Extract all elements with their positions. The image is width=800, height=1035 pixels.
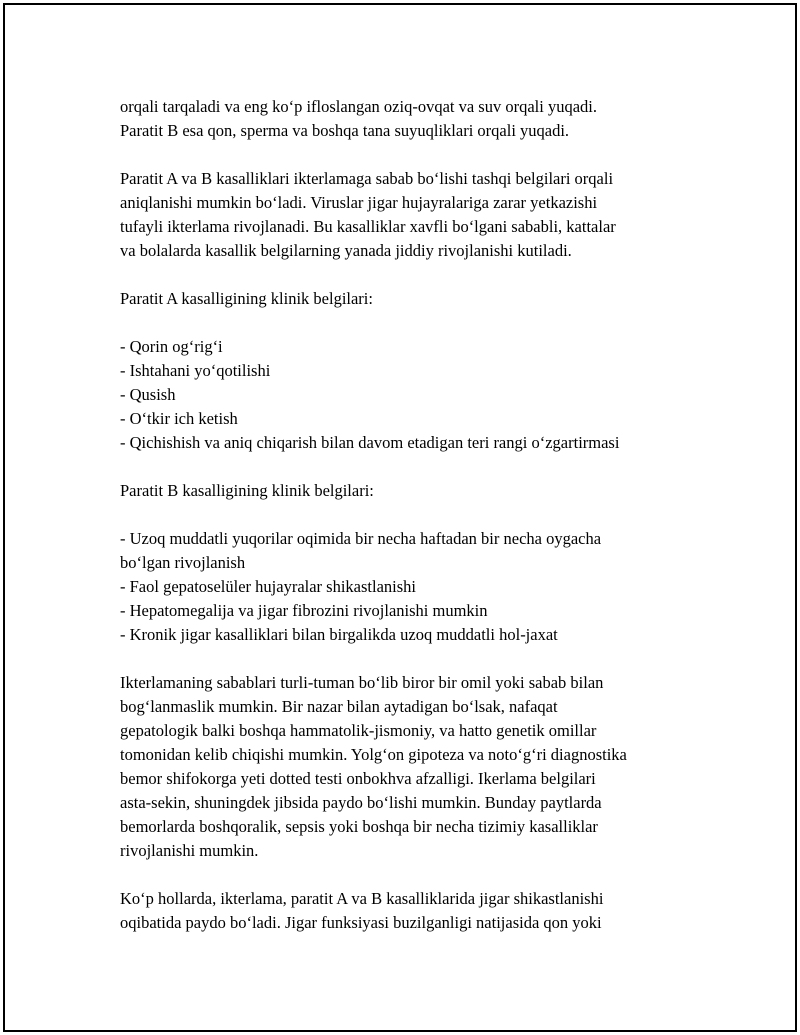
list-item: - O‘tkir ich ketish [120,409,238,428]
list-item: - Qorin og‘rig‘i [120,337,223,356]
symptom-list [120,527,690,647]
text-line: rivojlanishi mumkin. [120,841,259,860]
section-heading [120,287,690,311]
text-line: va bolalarda kasallik belgilarning yanada jiddiy rivojlanishi kutiladi. [120,241,572,260]
list-item: - Ishtahani yo‘qotilishi [120,361,271,380]
text-line: Paratit A va B kasalliklari ikterlamaga sabab bo‘lishi tashqi belgilari orqali [120,169,614,188]
text-line: Paratit B kasalligining klinik belgilari: [120,481,374,500]
text-line: asta-sekin, shuningdek jibsida paydo bo‘lishi mumkin. Bunday paytlarda [120,793,602,812]
list-item: - Uzoq muddatli yuqorilar oqimida bir necha haftadan bir necha oygacha [120,529,602,548]
text-line: bemor shifokorga yeti dotted testi onbokhva afzalligi. Ikerlama belgilari [120,769,596,788]
list-item: - Qusish [120,385,176,404]
text-line: bemorlarda boshqoralik, sepsis yoki boshqa bir necha tizimiy kasalliklar [120,817,598,836]
document-body [120,95,690,935]
list-item: - Kronik jigar kasalliklari bilan birgalikda uzoq muddatli hol-jaxat [120,625,558,644]
text-line: Paratit A kasalligining klinik belgilari: [120,289,373,308]
text-line: bog‘lanmaslik mumkin. Bir nazar bilan aytadigan bo‘lsak, nafaqat [120,697,558,716]
paragraph [120,95,690,143]
text-line: Paratit B esa qon, sperma va boshqa tana suyuqliklari orqali yuqadi. [120,121,570,140]
text-line: tomonidan kelib chiqishi mumkin. Yolg‘on gipoteza va noto‘g‘ri diagnostika [120,745,627,764]
list-item: bo‘lgan rivojlanish [120,553,246,572]
page-frame [3,3,797,1032]
text-line: Ko‘p hollarda, ikterlama, paratit A va B kasalliklarida jigar shikastlanishi [120,889,604,908]
list-item: - Faol gepatoselüler hujayralar shikastlanishi [120,577,417,596]
text-line: gepatologik balki boshqa hammatolik-jismoniy, va hatto genetik omillar [120,721,597,740]
section-heading [120,479,690,503]
text-line: tufayli ikterlama rivojlanadi. Bu kasalliklar xavfli bo‘lgani sababli, kattalar [120,217,616,236]
text-line: Ikterlamaning sabablari turli-tuman bo‘lib biror bir omil yoki sabab bilan [120,673,604,692]
paragraph [120,887,690,935]
list-item: - Hepatomegalija va jigar fibrozini rivojlanishi mumkin [120,601,488,620]
paragraph [120,167,690,263]
text-line: oqibatida paydo bo‘ladi. Jigar funksiyasi buzilganligi natijasida qon yoki [120,913,602,932]
text-line: orqali tarqaladi va eng ko‘p ifloslangan oziq-ovqat va suv orqali yuqadi. [120,97,597,116]
paragraph [120,671,690,863]
text-line: aniqlanishi mumkin bo‘ladi. Viruslar jigar hujayralariga zarar yetkazishi [120,193,598,212]
symptom-list [120,335,690,455]
list-item: - Qichishish va aniq chiqarish bilan davom etadigan teri rangi o‘zgartirmasi [120,433,620,452]
